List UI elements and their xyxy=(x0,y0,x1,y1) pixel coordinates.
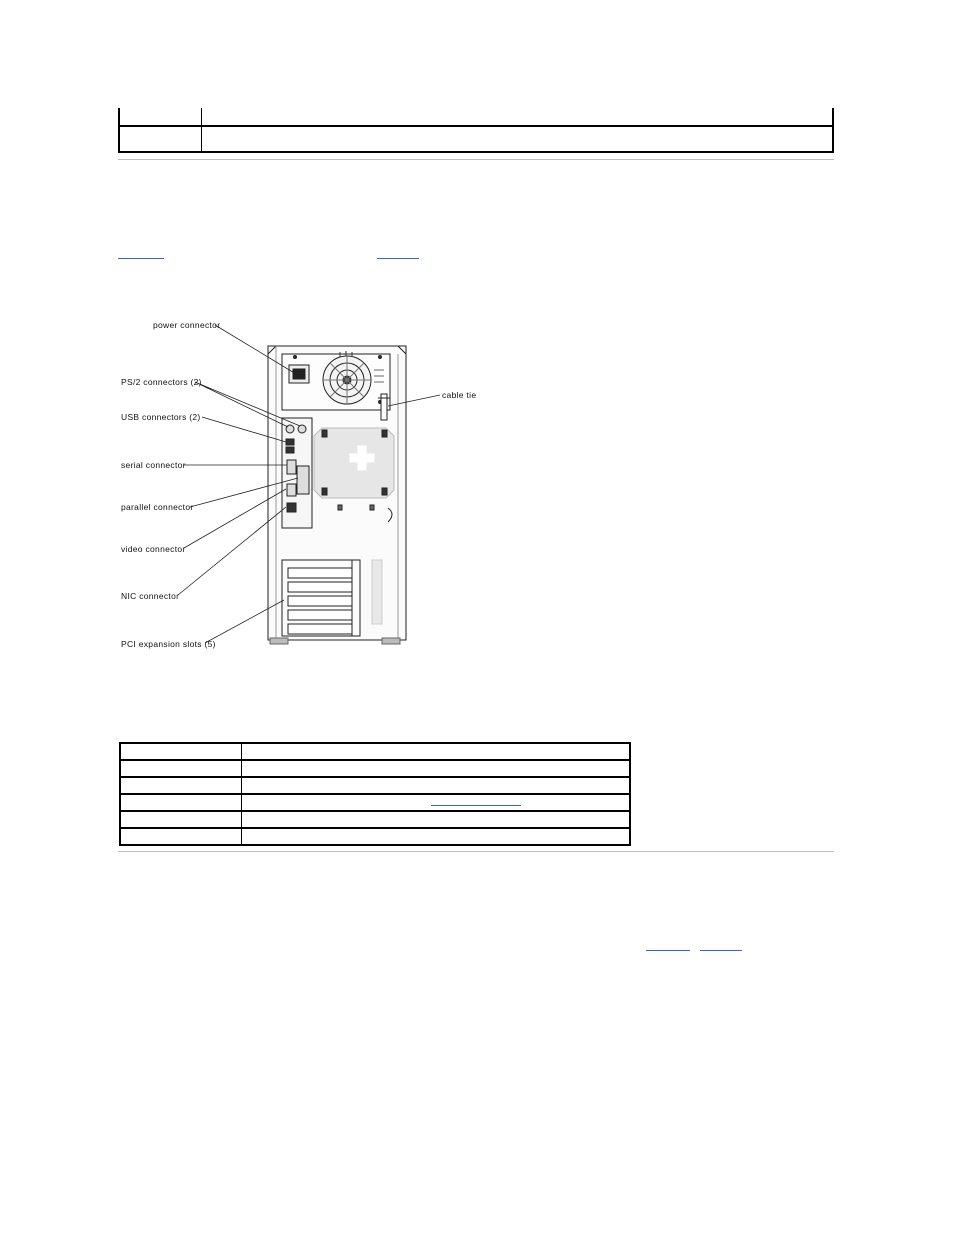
top-table-row-line xyxy=(118,125,834,127)
callout-parallel-connector: parallel connector xyxy=(121,502,194,512)
connector-table-row-line-3 xyxy=(119,793,631,795)
system-back-view-illustration xyxy=(110,310,510,660)
top-table-bottom-line xyxy=(118,151,834,153)
callout-nic-connector: NIC connector xyxy=(121,591,180,601)
callout-video-connector: video connector xyxy=(121,544,186,554)
callout-usb-connectors: USB connectors (2) xyxy=(121,412,201,422)
top-table-border-right xyxy=(832,108,834,152)
connector-table-row-line-4 xyxy=(119,810,631,812)
callout-ps2-connectors: PS/2 connectors (2) xyxy=(121,377,202,387)
top-table-col-divider xyxy=(201,108,202,152)
connector-table-link[interactable] xyxy=(431,805,521,806)
link-figure-2[interactable] xyxy=(377,258,419,259)
callout-pci-slots: PCI expansion slots (5) xyxy=(121,639,216,649)
section-divider-top xyxy=(118,159,834,160)
top-table xyxy=(118,108,834,154)
link-bottom-2[interactable] xyxy=(700,950,742,951)
back-panel-figure xyxy=(110,310,510,660)
connector-table-row-line-5 xyxy=(119,827,631,829)
connector-table xyxy=(119,742,631,846)
callout-cable-tie: cable tie xyxy=(442,390,477,400)
callout-power-connector: power connector xyxy=(153,320,221,330)
top-table-border-left xyxy=(118,108,120,152)
connector-table-row-line-1 xyxy=(119,759,631,761)
link-figure-1[interactable] xyxy=(118,258,164,259)
connector-table-row-line-2 xyxy=(119,776,631,778)
callout-serial-connector: serial connector xyxy=(121,460,186,470)
link-bottom-1[interactable] xyxy=(646,950,690,951)
section-divider-bottom xyxy=(118,851,834,852)
